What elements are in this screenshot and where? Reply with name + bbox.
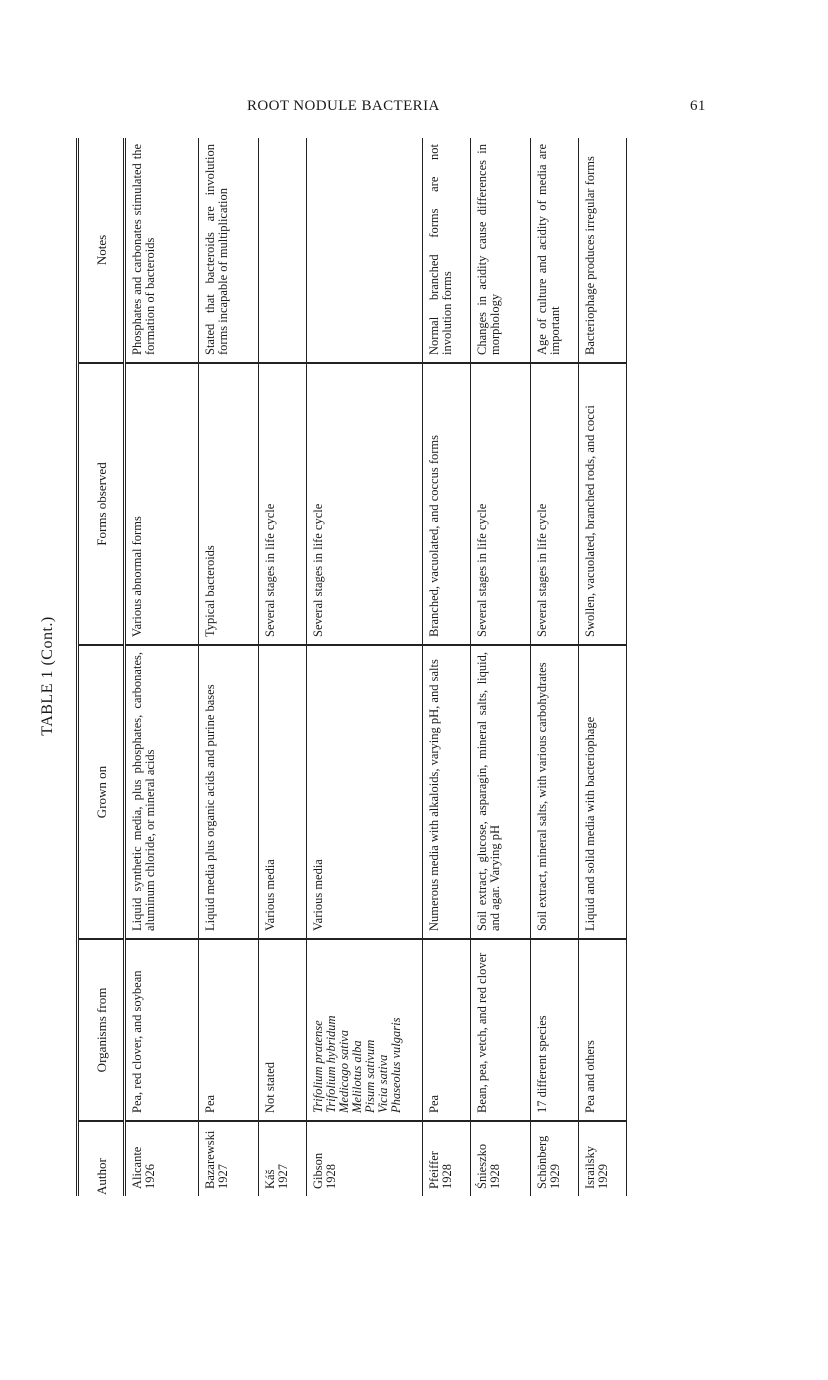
notes-cell: Changes in acidity cause differences in morphology bbox=[471, 138, 531, 363]
author-cell bbox=[531, 1121, 579, 1196]
grown-on-cell: Soil extract, mineral salts, with various carbohydrates bbox=[531, 645, 579, 939]
column-header-author: Author bbox=[93, 1158, 109, 1195]
author-name: Israilsky bbox=[583, 1145, 597, 1189]
author-year: 1927 bbox=[216, 1164, 230, 1189]
author-name: Śnieszko bbox=[475, 1143, 489, 1189]
author-year: 1927 bbox=[276, 1164, 290, 1189]
species-name: Vicia sativa bbox=[376, 1054, 390, 1113]
author-cell bbox=[125, 1121, 199, 1196]
author-cell bbox=[199, 1121, 259, 1196]
author-year: 1926 bbox=[143, 1164, 157, 1189]
forms-cell: Swollen, vacuolated, branched rods, and cocci bbox=[579, 363, 627, 645]
organisms-cell bbox=[307, 939, 423, 1121]
author-year: 1928 bbox=[488, 1164, 502, 1189]
grown-on-cell: Numerous media with alkaloids, varying pH, and salts bbox=[423, 645, 471, 939]
forms-cell: Several stages in life cycle bbox=[307, 363, 423, 645]
species-name: Trifolium pratense bbox=[311, 1020, 325, 1113]
notes-cell: Phosphates and carbonates stimulated the formation of bacteroids bbox=[125, 138, 199, 363]
author-name: Pfeiffer bbox=[427, 1151, 441, 1189]
running-title: ROOT NODULE BACTERIA bbox=[247, 98, 440, 114]
grown-on-cell: Various media bbox=[259, 645, 307, 939]
table-row bbox=[531, 138, 579, 1196]
forms-cell: Typical bacteroids bbox=[199, 363, 259, 645]
table-caption: TABLE 1 (Cont.) bbox=[39, 616, 56, 736]
table-row bbox=[579, 138, 627, 1196]
author-cell bbox=[579, 1121, 627, 1196]
forms-cell: Several stages in life cycle bbox=[531, 363, 579, 645]
column-header-grown-on: Grown on bbox=[78, 645, 125, 939]
author-name: Bazarewski bbox=[203, 1130, 217, 1189]
table-row bbox=[307, 138, 423, 1196]
notes-cell: Stated that bacteroids are involution forms incapable of multiplication bbox=[199, 138, 259, 363]
column-header-organisms: Organisms from bbox=[78, 939, 125, 1121]
species-name: Melilotus alba bbox=[350, 1040, 364, 1113]
data-table bbox=[76, 138, 627, 1196]
table-row bbox=[423, 138, 471, 1196]
grown-on-cell: Various media bbox=[307, 645, 423, 939]
grown-on-cell: Liquid and solid media with bacteriophage bbox=[579, 645, 627, 939]
organisms-cell: Pea, red clover, and soybean bbox=[125, 939, 199, 1121]
author-name: Alicante bbox=[130, 1146, 144, 1189]
page-header bbox=[0, 98, 828, 122]
column-header-notes: Notes bbox=[78, 138, 125, 363]
forms-cell: Several stages in life cycle bbox=[259, 363, 307, 645]
species-name: Trifolium hybridum bbox=[324, 1015, 338, 1113]
author-name: Schönberg bbox=[535, 1135, 549, 1189]
table-row bbox=[471, 138, 531, 1196]
author-cell bbox=[423, 1121, 471, 1196]
species-name: Medicago sativa bbox=[337, 1030, 351, 1113]
notes-cell: Age of culture and acidity of media are important bbox=[531, 138, 579, 363]
organisms-cell: 17 different species bbox=[531, 939, 579, 1121]
forms-cell: Various abnormal forms bbox=[125, 363, 199, 645]
table-row bbox=[259, 138, 307, 1196]
page-number: 61 bbox=[690, 98, 706, 114]
table-row bbox=[125, 138, 199, 1196]
author-year: 1929 bbox=[548, 1164, 562, 1189]
organisms-cell: Pea bbox=[423, 939, 471, 1121]
organisms-cell: Not stated bbox=[259, 939, 307, 1121]
species-name: Pisum sativum bbox=[363, 1039, 377, 1113]
author-year: 1928 bbox=[324, 1164, 338, 1189]
notes-cell bbox=[259, 138, 307, 363]
table-header-row bbox=[78, 138, 125, 1196]
author-name: Gibson bbox=[311, 1152, 325, 1189]
grown-on-cell: Liquid synthetic media, plus phosphates, carbonates, aluminum chloride, or mineral acids bbox=[125, 645, 199, 939]
author-year: 1928 bbox=[440, 1164, 454, 1189]
author-name: Káš bbox=[263, 1169, 277, 1189]
grown-on-cell: Soil extract, glucose, asparagin, mineral salts, liquid, and agar. Varying pH bbox=[471, 645, 531, 939]
notes-cell: Normal branched forms are not involution forms bbox=[423, 138, 471, 363]
organisms-cell: Pea and others bbox=[579, 939, 627, 1121]
rotated-table-region bbox=[28, 144, 648, 1196]
organisms-cell: Bean, pea, vetch, and red clover bbox=[471, 939, 531, 1121]
table-row bbox=[199, 138, 259, 1196]
notes-cell: Bacteriophage produces irregular forms bbox=[579, 138, 627, 363]
forms-cell: Several stages in life cycle bbox=[471, 363, 531, 645]
forms-cell: Branched, vacuolated, and coccus forms bbox=[423, 363, 471, 645]
species-name: Phaseolus vulgaris bbox=[389, 1017, 403, 1113]
notes-cell bbox=[307, 138, 423, 363]
organisms-cell: Pea bbox=[199, 939, 259, 1121]
column-header-forms-observed: Forms observed bbox=[78, 363, 125, 645]
grown-on-cell: Liquid media plus organic acids and purine bases bbox=[199, 645, 259, 939]
author-cell bbox=[259, 1121, 307, 1196]
author-cell bbox=[471, 1121, 531, 1196]
author-cell bbox=[307, 1121, 423, 1196]
author-year: 1929 bbox=[596, 1164, 610, 1189]
